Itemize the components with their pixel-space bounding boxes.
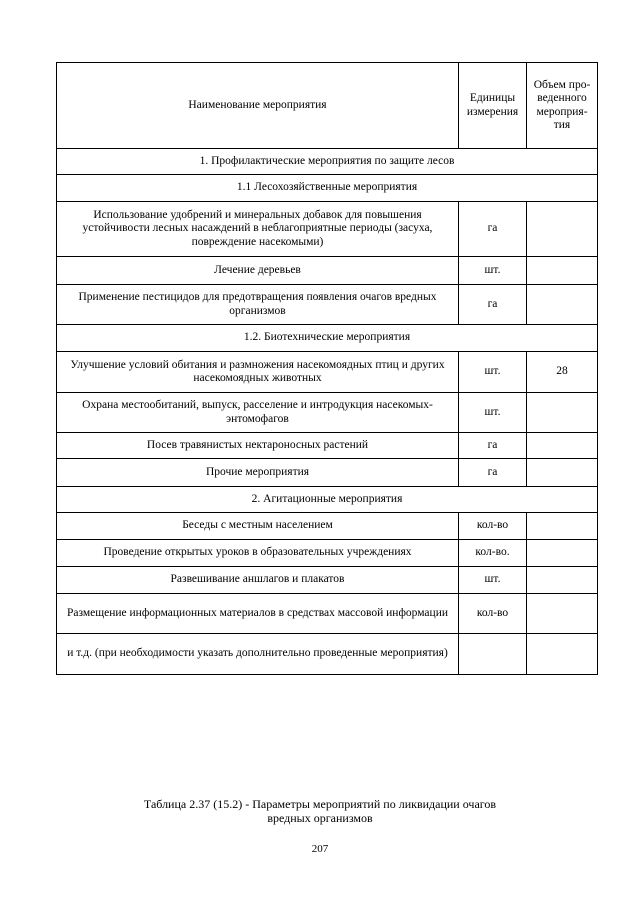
caption-line-2: вредных организмов [267, 811, 373, 825]
row-volume [527, 393, 598, 433]
row-unit: шт. [459, 352, 527, 393]
row-unit: кол-во [459, 594, 527, 634]
row-volume [527, 540, 598, 567]
row-volume [527, 433, 598, 459]
row-name: Проведение открытых уроков в образовательных учреждениях [57, 540, 459, 567]
row-unit [459, 634, 527, 675]
row-volume [527, 634, 598, 675]
row-name: Прочие мероприятия [57, 459, 459, 487]
header-units: Единицы измерения [459, 63, 527, 149]
row-name: Беседы с местным населением [57, 513, 459, 540]
table-row [57, 285, 598, 325]
measures-table [56, 62, 598, 675]
row-unit: кол-во. [459, 540, 527, 567]
row-volume: 28 [527, 352, 598, 393]
table-row [57, 202, 598, 257]
row-unit: га [459, 433, 527, 459]
row-name: и т.д. (при необходимости указать дополнительно проведенные мероприятия) [57, 634, 459, 675]
row-volume [527, 594, 598, 634]
section-row [57, 487, 598, 513]
table-row [57, 393, 598, 433]
table-row [57, 594, 598, 634]
subsection-1-2-title: 1.2. Биотехнические мероприятия [57, 325, 598, 352]
page-number: 207 [311, 843, 329, 855]
row-name: Применение пестицидов для предотвращения появления очагов вредных организмов [57, 285, 459, 325]
table-row [57, 459, 598, 487]
row-unit: га [459, 202, 527, 257]
table-row [57, 433, 598, 459]
header-name: Наименование мероприятия [57, 63, 459, 149]
subsection-row [57, 175, 598, 202]
row-unit: га [459, 285, 527, 325]
row-name: Охрана местообитаний, выпуск, расселение и интродукция насекомых-энтомофагов [57, 393, 459, 433]
table-row [57, 513, 598, 540]
subsection-1-1-title: 1.1 Лесохозяйственные мероприятия [57, 175, 598, 202]
row-volume [527, 202, 598, 257]
row-unit: шт. [459, 567, 527, 594]
row-name: Лечение деревьев [57, 257, 459, 285]
subsection-row [57, 325, 598, 352]
row-unit: шт. [459, 257, 527, 285]
row-name: Развешивание аншлагов и плакатов [57, 567, 459, 594]
row-name: Использование удобрений и минеральных добавок для повышения устойчивости лесных насаждений в неблагоприятные периоды (засуха, повреждение насекомыми) [57, 202, 459, 257]
row-unit: га [459, 459, 527, 487]
section-1-title: 1. Профилактические мероприятия по защите лесов [57, 149, 598, 175]
table-row [57, 540, 598, 567]
section-2-title: 2. Агитационные мероприятия [57, 487, 598, 513]
table-row [57, 634, 598, 675]
table-row [57, 352, 598, 393]
row-name: Посев травянистых нектароносных растений [57, 433, 459, 459]
table-row [57, 567, 598, 594]
row-volume [527, 257, 598, 285]
row-name: Размещение информационных материалов в средствах массовой информации [57, 594, 459, 634]
table-row [57, 257, 598, 285]
header-row [57, 63, 598, 149]
section-row [57, 149, 598, 175]
row-unit: кол-во [459, 513, 527, 540]
row-name: Улучшение условий обитания и размножения насекомоядных птиц и других насекомоядных животных [57, 352, 459, 393]
caption-line-1: Таблица 2.37 (15.2) - Параметры мероприятий по ликвидации очагов [143, 797, 497, 811]
row-unit: шт. [459, 393, 527, 433]
table-caption [0, 797, 640, 825]
header-volume: Объем про- веденного мероприя- тия [527, 63, 598, 149]
row-volume [527, 513, 598, 540]
row-volume [527, 459, 598, 487]
row-volume [527, 285, 598, 325]
row-volume [527, 567, 598, 594]
